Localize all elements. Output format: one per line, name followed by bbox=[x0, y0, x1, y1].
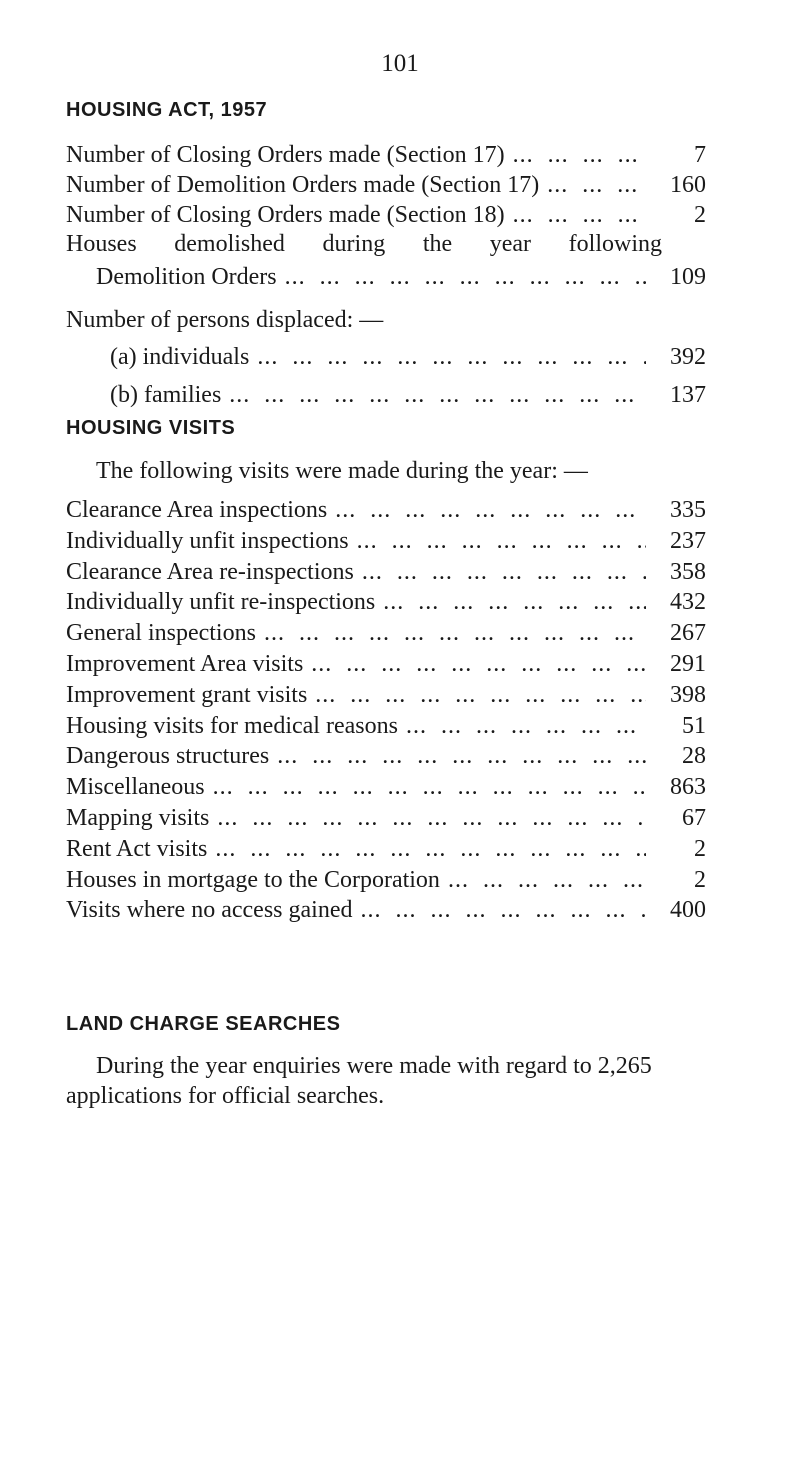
houses-demolished-line1: Houses demolished during the year following bbox=[66, 231, 662, 257]
row-label: Clearance Area re-inspections bbox=[66, 559, 354, 585]
visit-row bbox=[66, 711, 706, 741]
visit-row bbox=[66, 772, 706, 802]
row-value: 291 bbox=[670, 651, 706, 677]
leader-dots bbox=[398, 711, 646, 741]
row-label: Housing visits for medical reasons bbox=[66, 713, 398, 739]
row-value: 335 bbox=[670, 497, 706, 523]
houses-demolished-row bbox=[96, 262, 706, 292]
land-charge-line1: During the year enquiries were made with regard to 2,265 bbox=[96, 1053, 652, 1079]
row-label: Number of Demolition Orders made (Section 17) bbox=[66, 172, 540, 198]
leader-dots bbox=[207, 834, 646, 864]
leader-dots bbox=[249, 342, 646, 372]
row-value: 400 bbox=[670, 897, 706, 923]
land-charge-heading: LAND CHARGE SEARCHES bbox=[66, 1013, 341, 1035]
leader-dots bbox=[440, 865, 646, 895]
leader-dots bbox=[303, 649, 646, 679]
leader-dots bbox=[307, 680, 646, 710]
housing-act-heading: HOUSING ACT, 1957 bbox=[66, 99, 268, 121]
visit-row bbox=[66, 495, 706, 525]
row-value: 28 bbox=[682, 743, 706, 769]
leader-dots bbox=[375, 587, 646, 617]
row-label: Individually unfit inspections bbox=[66, 528, 349, 554]
row-label: Miscellaneous bbox=[66, 774, 205, 800]
row-value: 51 bbox=[682, 713, 706, 739]
row-value: 2 bbox=[694, 867, 706, 893]
row-label: (b) families bbox=[110, 382, 222, 408]
visit-row bbox=[66, 557, 706, 587]
leader-dots bbox=[539, 170, 646, 200]
row-label: Houses in mortgage to the Corporation bbox=[66, 867, 440, 893]
row-value: 237 bbox=[670, 528, 706, 554]
leader-dots bbox=[354, 557, 646, 587]
row-value: 7 bbox=[694, 142, 706, 168]
displaced-individuals-row bbox=[110, 342, 706, 372]
visit-row bbox=[66, 587, 706, 617]
leader-dots bbox=[349, 526, 646, 556]
displaced-families-row bbox=[110, 380, 706, 410]
visit-row bbox=[66, 834, 706, 864]
land-charge-line2: applications for official searches. bbox=[66, 1083, 385, 1109]
row-value: 2 bbox=[694, 202, 706, 228]
row-label: Clearance Area inspections bbox=[66, 497, 328, 523]
row-label: Demolition Orders bbox=[96, 264, 277, 290]
row-value: 392 bbox=[670, 344, 706, 370]
row-label: Number of Closing Orders made (Section 18) bbox=[66, 202, 505, 228]
row-value: 358 bbox=[670, 559, 706, 585]
row-value: 137 bbox=[670, 382, 706, 408]
leader-dots bbox=[327, 495, 646, 525]
housing-visits-heading: HOUSING VISITS bbox=[66, 417, 236, 439]
row-label: Improvement Area visits bbox=[66, 651, 304, 677]
persons-displaced-intro: Number of persons displaced: — bbox=[66, 307, 384, 333]
leader-dots bbox=[205, 772, 646, 802]
row-value: 2 bbox=[694, 836, 706, 862]
visit-row bbox=[66, 741, 706, 771]
row-label: Dangerous structures bbox=[66, 743, 270, 769]
leader-dots bbox=[256, 618, 646, 648]
leader-dots bbox=[269, 741, 646, 771]
demolition-orders-row bbox=[66, 170, 706, 200]
page-number: 101 bbox=[381, 50, 419, 77]
leader-dots bbox=[209, 803, 646, 833]
row-value: 160 bbox=[670, 172, 706, 198]
row-label: Rent Act visits bbox=[66, 836, 208, 862]
visit-row bbox=[66, 618, 706, 648]
leader-dots bbox=[505, 200, 646, 230]
closing-orders-s17-row bbox=[66, 140, 706, 170]
row-value: 67 bbox=[682, 805, 706, 831]
row-value: 432 bbox=[670, 589, 706, 615]
visit-row bbox=[66, 526, 706, 556]
visit-row bbox=[66, 865, 706, 895]
row-value: 267 bbox=[670, 620, 706, 646]
leader-dots bbox=[352, 895, 646, 925]
row-label: (a) individuals bbox=[110, 344, 250, 370]
row-label: Number of Closing Orders made (Section 17) bbox=[66, 142, 505, 168]
row-label: Visits where no access gained bbox=[66, 897, 353, 923]
leader-dots bbox=[277, 262, 646, 292]
visit-row bbox=[66, 803, 706, 833]
housing-visits-intro: The following visits were made during the year: — bbox=[96, 458, 588, 484]
visit-row bbox=[66, 895, 706, 925]
row-label: Improvement grant visits bbox=[66, 682, 308, 708]
visit-row bbox=[66, 680, 706, 710]
row-label: Individually unfit re-inspections bbox=[66, 589, 376, 615]
row-label: General inspections bbox=[66, 620, 256, 646]
closing-orders-s18-row bbox=[66, 200, 706, 230]
row-label: Mapping visits bbox=[66, 805, 210, 831]
leader-dots bbox=[221, 380, 646, 410]
visit-row bbox=[66, 649, 706, 679]
row-value: 863 bbox=[670, 774, 706, 800]
row-value: 398 bbox=[670, 682, 706, 708]
leader-dots bbox=[505, 140, 646, 170]
row-value: 109 bbox=[670, 264, 706, 290]
